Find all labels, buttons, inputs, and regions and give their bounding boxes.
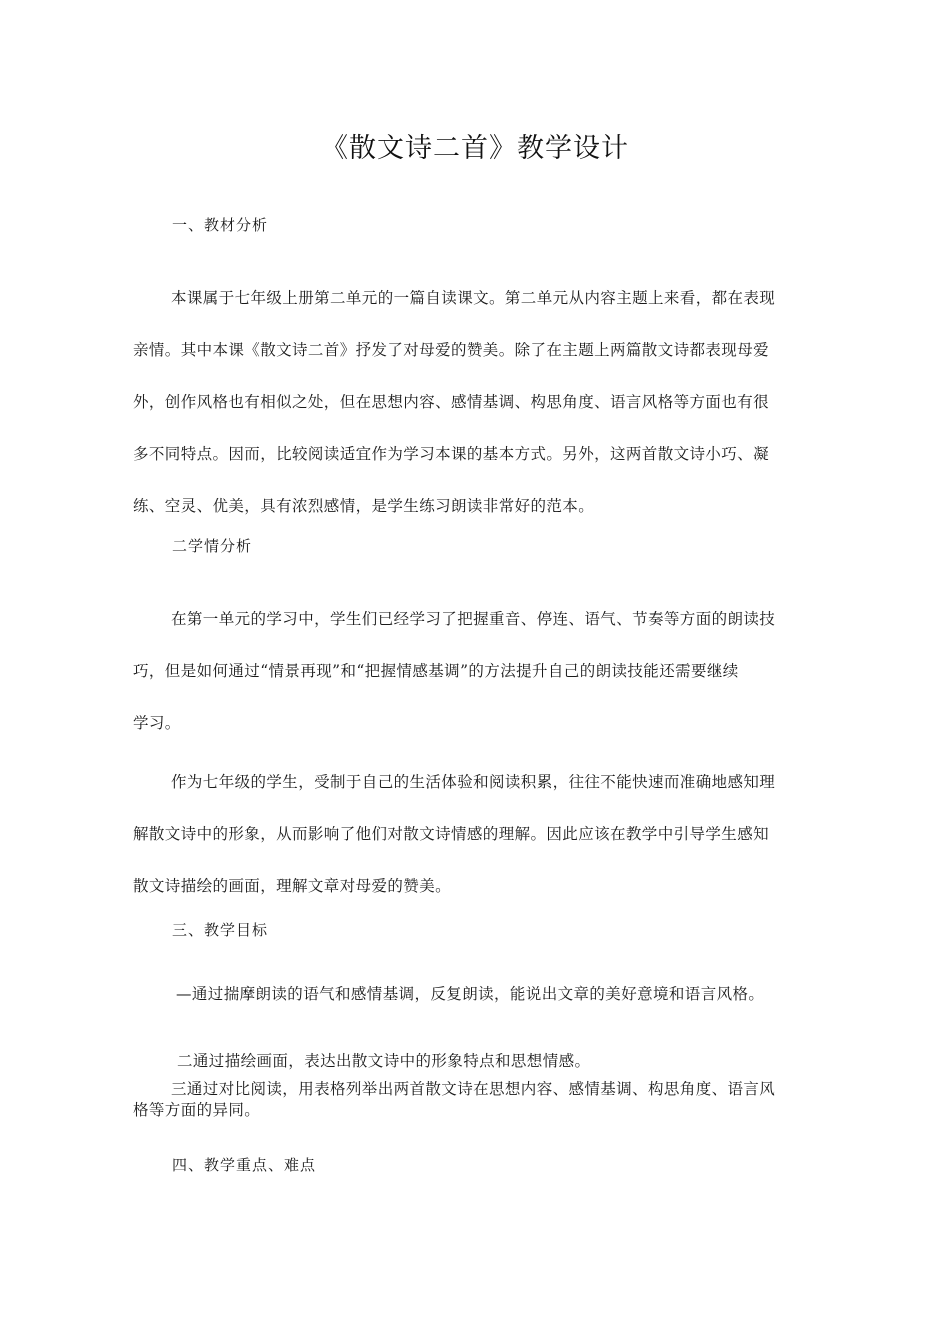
- text-line: 在第一单元的学习中，学生们已经学习了把握重音、停连、语气、节奏等方面的朗读技: [171, 610, 776, 628]
- goal-3: [133, 1079, 819, 1121]
- text-line: 格等方面的异同。: [133, 1101, 261, 1119]
- paragraph-materials-analysis: [133, 272, 819, 532]
- section-heading-key-points: 四、教学重点、难点: [172, 1156, 317, 1174]
- section-heading-materials: 一、教材分析: [172, 216, 269, 234]
- document-title: 《散文诗二首》教学设计: [321, 133, 629, 164]
- goal-1: [176, 982, 826, 1004]
- text-line: 学习。: [133, 714, 181, 732]
- text-line: 三通过对比阅读，用表格列举出两首散文诗在思想内容、感情基调、构思角度、语言风: [171, 1080, 776, 1098]
- paragraph-learners-1: [133, 593, 819, 749]
- text-line: 散文诗描绘的画面，理解文章对母爱的赞美。: [133, 877, 452, 895]
- text-line: 亲情。其中本课《散文诗二首》抒发了对母爱的赞美。除了在主题上两篇散文诗都表现母爱: [133, 341, 770, 359]
- text-line: 巧，但是如何通过“情景再现”和“把握情感基调”的方法提升自己的朗读技能还需要继续: [133, 662, 739, 680]
- text-line: 外，创作风格也有相似之处，但在思想内容、感情基调、构思角度、语言风格等方面也有很: [133, 393, 770, 411]
- section-heading-learners: 二学情分析: [172, 537, 253, 555]
- text-line: 作为七年级的学生，受制于自己的生活体验和阅读积累，往往不能快速而准确地感知理: [171, 773, 776, 791]
- section-heading-goals: 三、教学目标: [172, 921, 269, 939]
- goal-2: [177, 1049, 817, 1071]
- text-line: 二通过描绘画面，表达出散文诗中的形象特点和思想情感。: [177, 1052, 591, 1070]
- text-line: 多不同特点。因而，比较阅读适宜作为学习本课的基本方式。另外，这两首散文诗小巧、凝: [133, 445, 770, 463]
- text-line: 练、空灵、优美，具有浓烈感情，是学生练习朗读非常好的范本。: [133, 497, 595, 515]
- text-line: 解散文诗中的形象，从而影响了他们对散文诗情感的理解。因此应该在教学中引导学生感知: [133, 825, 770, 843]
- text-line: 本课属于七年级上册第二单元的一篇自读课文。第二单元从内容主题上来看，都在表现: [171, 289, 776, 307]
- paragraph-learners-2: [133, 756, 819, 912]
- text-line: —通过揣摩朗读的语气和感情基调，反复朗读，能说出文章的美好意境和语言风格。: [176, 985, 765, 1003]
